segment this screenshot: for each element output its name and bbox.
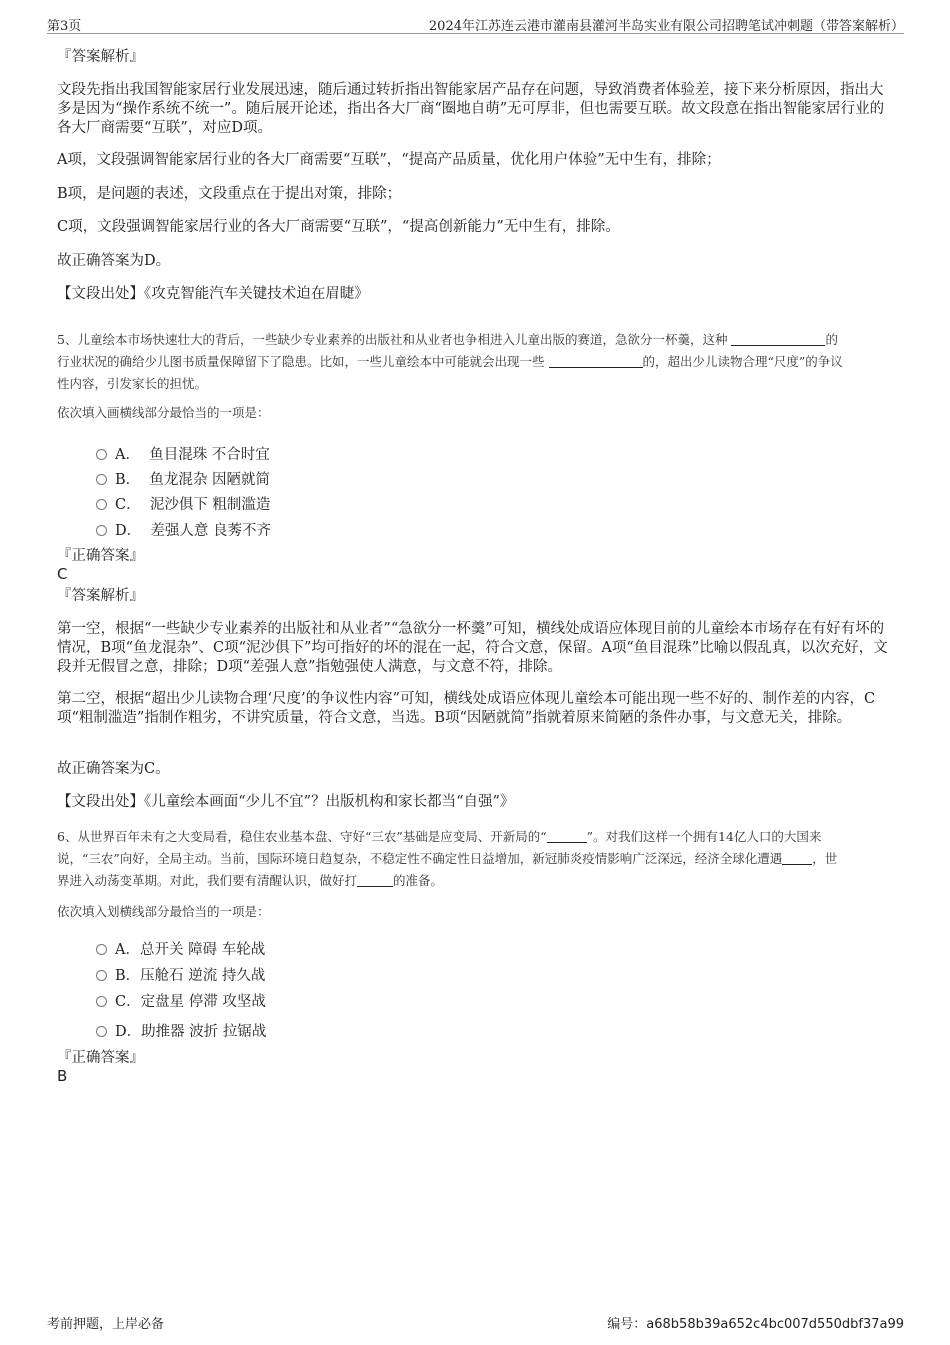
q5-stem-line1: 5、儿童绘本市场快速壮大的背后，一些缺少专业素养的出版社和从业者也争相进入儿童出版的赛道，急欲分一杯羹，这种 的 [57, 332, 838, 347]
q6-stem-line2: 说，“三农”向好，全局主动。当前，国际环境日趋复杂，不稳定性不确定性日益增加，新冠肺炎疫情影响广泛深远，经济全球化遭遇 ，世 [57, 851, 838, 866]
radio-icon[interactable] [96, 499, 107, 510]
q6-answer-label: 『正确答案』 [57, 1050, 144, 1066]
q6-answer: B [57, 1067, 68, 1085]
q5-option-c[interactable]: C． 泥沙俱下 粗制滥造 [96, 493, 270, 514]
q5-conclusion: 故正确答案为C。 [57, 761, 170, 777]
q4-analysis-p4: C项，文段强调智能家居行业的各大厂商需要“互联”，“提高创新能力”无中生有，排除。 [57, 219, 620, 235]
q6-option-d[interactable]: D．助推器 波折 拉锯战 [96, 1020, 266, 1041]
radio-icon[interactable] [96, 996, 107, 1007]
footer-slogan: 考前押题，上岸必备 [47, 1317, 165, 1332]
q6-option-a[interactable]: A．总开关 障碍 车轮战 [96, 938, 265, 959]
q4-analysis-label: 『答案解析』 [57, 49, 144, 65]
blank [357, 874, 393, 887]
q4-analysis-p3: B项，是问题的表述，文段重点在于提出对策，排除； [57, 186, 402, 202]
radio-icon[interactable] [96, 944, 107, 955]
blank [782, 852, 812, 865]
q5-stem-line2: 行业状况的确给少儿图书质量保障留下了隐患。比如，一些儿童绘本中可能就会出现一些 的，超出少儿读物合理“尺度”的争议 [57, 354, 843, 369]
q4-analysis-p1: 文段先指出我国智能家居行业发展迅速，随后通过转折指出智能家居产品存在问题，导致消费者体验差，接下来分析原因，指出大多是因为“操作系统不统一”。随后展开论述，指出各大厂商“圈地自萌”无可厚非，但也需要互联。故文段意在指出智能家居行业的各大厂商需要“互联”，对应D项。 [57, 82, 885, 136]
q5-option-b[interactable]: B． 鱼龙混杂 因陋就简 [96, 468, 270, 489]
q5-stem [57, 329, 897, 395]
q5-answer-label: 『正确答案』 [57, 548, 144, 564]
page-header [47, 13, 904, 34]
q5-option-a[interactable]: A． 鱼目混珠 不合时宜 [96, 443, 270, 464]
blank [731, 333, 825, 346]
q6-prompt: 依次填入划横线部分最恰当的一项是： [57, 904, 270, 919]
radio-icon[interactable] [96, 525, 107, 536]
radio-icon[interactable] [96, 970, 107, 981]
document-code: 编号：a68b58b39a652c4bc007d550dbf37a99 [607, 1317, 904, 1332]
q5-analysis-label: 『答案解析』 [57, 588, 144, 604]
radio-icon[interactable] [96, 449, 107, 460]
radio-icon[interactable] [96, 1026, 107, 1037]
q6-stem [57, 826, 897, 892]
document-title: 2024年江苏连云港市灌南县灌河半岛实业有限公司招聘笔试冲刺题（带答案解析） [428, 19, 904, 34]
q6-option-b[interactable]: B．压舱石 逆流 持久战 [96, 964, 265, 985]
page-number: 第3页 [47, 19, 82, 34]
q4-conclusion: 故正确答案为D。 [57, 253, 171, 269]
q6-option-c[interactable]: C．定盘星 停滞 攻坚战 [96, 990, 266, 1011]
blank [549, 355, 643, 368]
q4-source: 【文段出处】《攻克智能汽车关键技术迫在眉睫》 [57, 286, 369, 302]
q6-stem-line3: 界进入动荡变革期。对此，我们要有清醒认识，做好打 的准备。 [57, 873, 444, 888]
q5-prompt: 依次填入画横线部分最恰当的一项是： [57, 405, 270, 420]
radio-icon[interactable] [96, 474, 107, 485]
q5-analysis-p2: 第二空，根据“超出少儿读物合理‘尺度’的争议性内容”可知，横线处成语应体现儿童绘本可能出现一些不好的、制作差的内容，C项“粗制滥造”指制作粗劣，不讲究质量，符合文意，当选。B项“因陋就简”指就着原来简陋的条件办事，与文意无关，排除。 [57, 691, 876, 726]
q5-source: 【文段出处】《儿童绘本画面“少儿不宜”？出版机构和家长都当“自强”》 [57, 794, 515, 810]
q5-answer: C [57, 565, 68, 583]
q6-stem-line1: 6、从世界百年未有之大变局看，稳住农业基本盘、守好“三农”基础是应变局、开新局的“ ”。对我们这样一个拥有14亿人口的大国来 [57, 829, 822, 844]
q5-analysis-p1: 第一空，根据“一些缺少专业素养的出版社和从业者”“急欲分一杯羹”可知，横线处成语应体现目前的儿童绘本市场存在有好有坏的情况，B项“鱼龙混杂”、C项“泥沙俱下”均可指好的坏的混在一起，符合文意，保留。A项“鱼目混珠”比喻以假乱真，以次充好，文段并无假冒之意，排除；D项“差强人意”指勉强使人满意，与文意不符，排除。 [57, 621, 888, 675]
q5-stem-line3: 性内容，引发家长的担忧。 [57, 376, 208, 391]
q5-option-d[interactable]: D． 差强人意 良莠不齐 [96, 519, 271, 540]
blank [547, 830, 587, 843]
q4-analysis-p2: A项，文段强调智能家居行业的各大厂商需要“互联”，“提高产品质量，优化用户体验”无中生有，排除； [57, 152, 721, 168]
